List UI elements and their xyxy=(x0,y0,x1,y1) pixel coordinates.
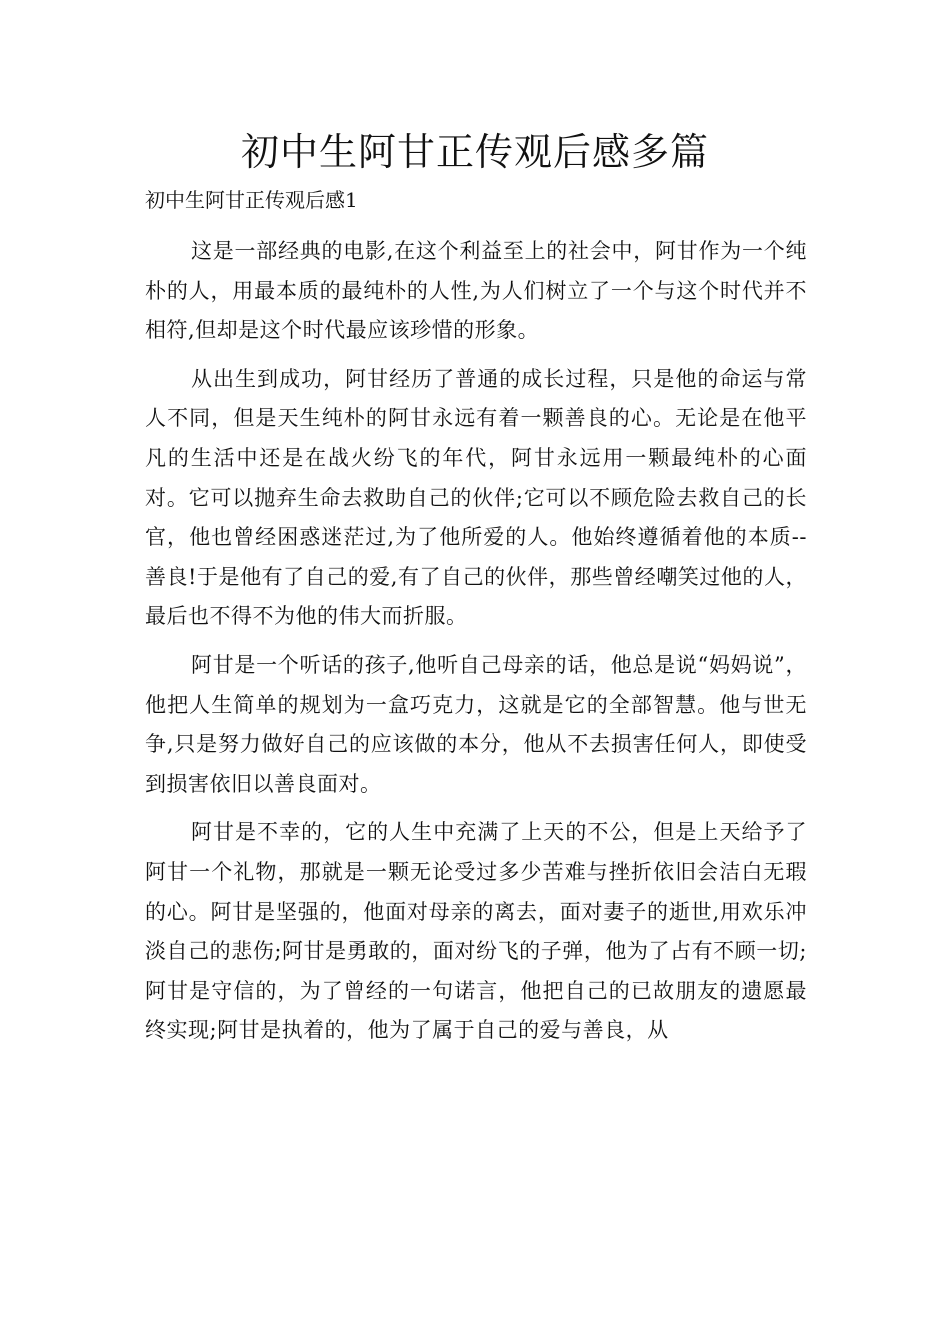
paragraph-2: 从出生到成功，阿甘经历了普通的成长过程，只是他的命运与常人不同，但是天生纯朴的阿甘永远有着一颗善良的心。无论是在他平凡的生活中还是在战火纷飞的年代，阿甘永远用一颗最纯朴的心面对。它可以抛弃生命去救助自己的伙伴;它可以不顾危险去救自己的长官，他也曾经困惑迷茫过,为了他所爱的人。他始终遵循着他的本质--善良!于是他有了自己的爱,有了自己的伙伴，那些曾经嘲笑过他的人，最后也不得不为他的伟大而折服。 xyxy=(145,366,807,629)
paragraph-4: 阿甘是不幸的，它的人生中充满了上天的不公，但是上天给予了阿甘一个礼物，那就是一颗无论受过多少苦难与挫折依旧会洁白无瑕的心。阿甘是坚强的，他面对母亲的离去，面对妻子的逝世,用欢乐冲淡自己的悲伤;阿甘是勇敢的，面对纷飞的子弹，他为了占有不顾一切;阿甘是守信的，为了曾经的一句诺言，他把自己的已故朋友的遗愿最终实现;阿甘是执着的，他为了属于自己的爱与善良，从 xyxy=(145,820,807,1043)
paragraph-1: 这是一部经典的电影,在这个利益至上的社会中，阿甘作为一个纯朴的人，用最本质的最纯朴的人性,为人们树立了一个与这个时代并不相符,但却是这个时代最应该珍惜的形象。 xyxy=(145,239,807,343)
paragraph-3: 阿甘是一个听话的孩子,他听自己母亲的话，他总是说“妈妈说”，他把人生简单的规划为一盒巧克力，这就是它的全部智慧。他与世无争,只是努力做好自己的应该做的本分，他从不去损害任何人，即使受到损害依旧以善良面对。 xyxy=(145,652,807,796)
document-title: 初中生阿甘正传观后感多篇 xyxy=(240,130,709,174)
section-heading: 初中生阿甘正传观后感1 xyxy=(145,188,358,212)
document-body xyxy=(145,232,807,1060)
